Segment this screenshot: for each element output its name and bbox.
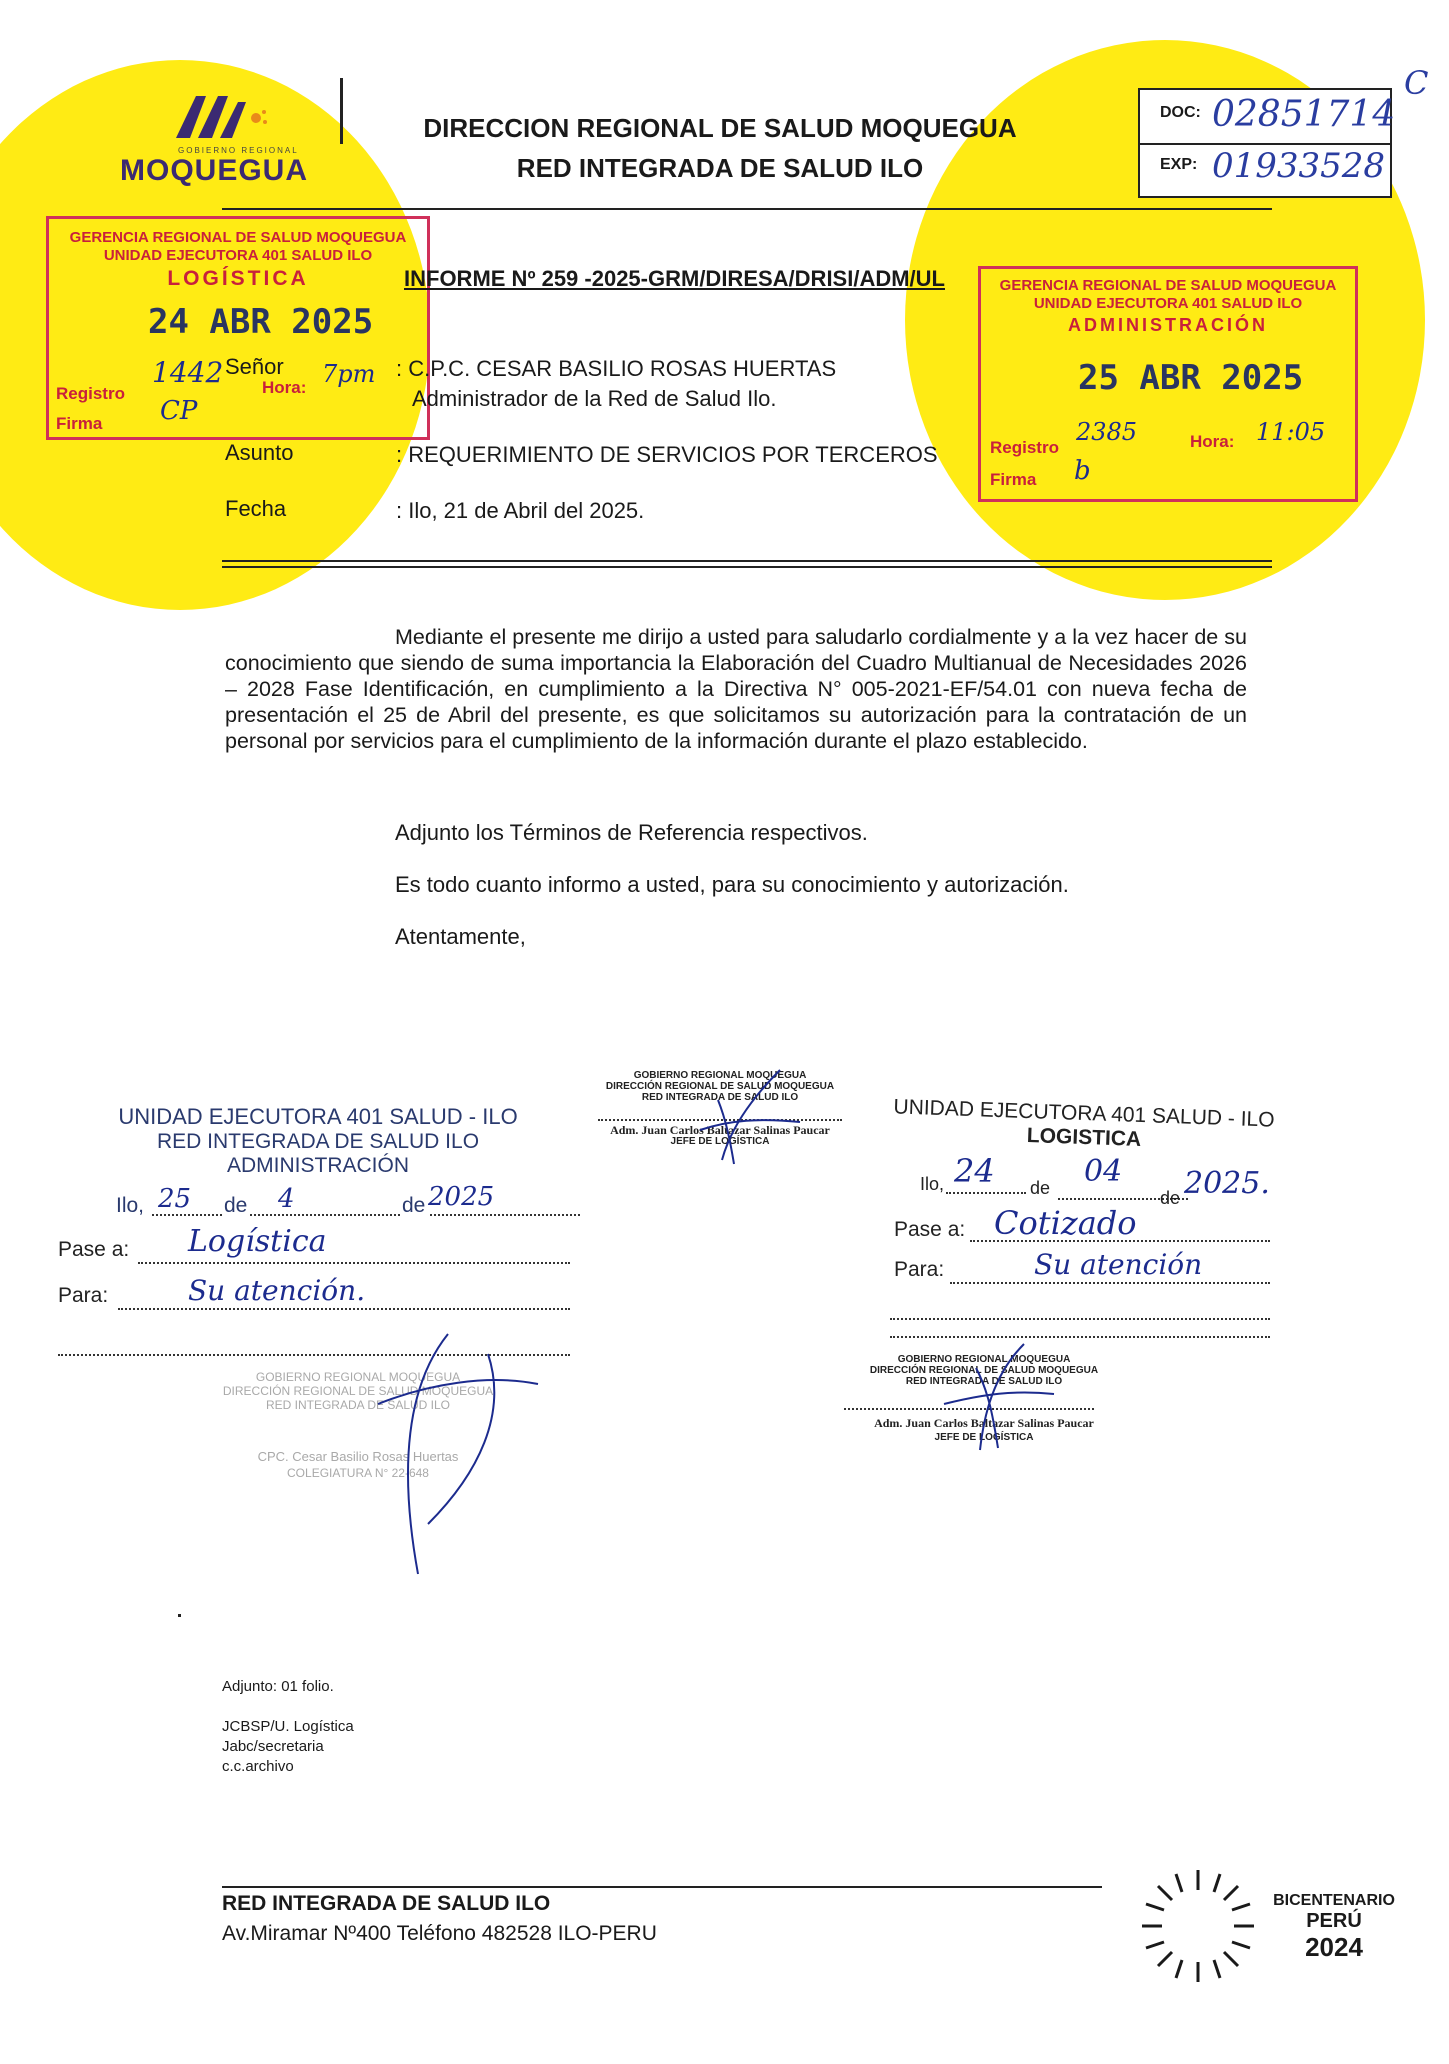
section-rule	[222, 560, 1272, 562]
admin-stamp-gray4: CPC. Cesar Basilio Rosas Huertas	[257, 1449, 459, 1464]
logistica-signature-scribble-icon	[924, 1334, 1064, 1454]
stamp-administracion-date: 25 ABR 2025	[1078, 358, 1304, 398]
admin-stamp-pase-value: Logística	[188, 1224, 327, 1259]
asunto-value: : REQUERIMIENTO DE SERVICIOS POR TERCEROS	[396, 442, 938, 467]
bicentenario-country: PERÚ	[1306, 1910, 1362, 1932]
signature-center-line3: RED INTEGRADA DE SALUD ILO	[641, 1092, 799, 1103]
bicentenario-emblem-icon	[1138, 1866, 1258, 1986]
stamp-administracion-line1: GERENCIA REGIONAL DE SALUD MOQUEGUA	[999, 277, 1337, 294]
stamp-administracion-registro-label: Registro	[990, 438, 1059, 457]
signature-center-line1: GOBIERNO REGIONAL MOQUEGUA	[633, 1070, 807, 1081]
admin-stamp-de2: de	[402, 1194, 426, 1217]
footer-address: Av.Miramar Nº400 Teléfono 482528 ILO-PERU	[222, 1922, 657, 1945]
exp-label: EXP:	[1160, 156, 1198, 173]
admin-stamp-gray5: COLEGIATURA N° 22-648	[287, 1466, 429, 1480]
admin-stamp-gray2: DIRECCIÓN REGIONAL DE SALUD MOQUEGUA	[222, 1384, 494, 1398]
stamp-administracion-area: ADMINISTRACIÓN	[1068, 315, 1268, 335]
fecha-value: : Ilo, 21 de Abril del 2025.	[396, 498, 645, 523]
stamp-logistica-firma-value: CP	[160, 396, 198, 426]
stamp-logistica-hora-value: 7pm	[322, 360, 376, 388]
admin-signature-scribble-icon	[338, 1324, 558, 1584]
signature-center-scribble-icon	[630, 1060, 830, 1170]
admin-stamp-para-label: Para:	[58, 1284, 109, 1307]
body-adjunto: Adjunto los Términos de Referencia respectivos.	[395, 820, 868, 845]
logistica-stamp-ilo-label: Ilo,	[920, 1174, 945, 1194]
stamp-administracion-line2: UNIDAD EJECUTORA 401 SALUD ILO	[1033, 295, 1303, 312]
stamp-logistica-hora-label: Hora:	[262, 378, 307, 397]
admin-stamp-month: 4	[278, 1184, 295, 1214]
admin-stamp-gray1: GOBIERNO REGIONAL MOQUEGUA	[255, 1370, 461, 1384]
fecha-label: Fecha	[225, 496, 287, 521]
stamp-logistica-line2: UNIDAD EJECUTORA 401 SALUD ILO	[103, 247, 373, 264]
header-line-1: DIRECCION REGIONAL DE SALUD MOQUEGUA	[423, 113, 1017, 143]
signature-center-line2: DIRECCIÓN REGIONAL DE SALUD MOQUEGUA	[605, 1081, 835, 1092]
footer-rule	[222, 1886, 1102, 1888]
admin-stamp-line3: ADMINISTRACIÓN	[226, 1154, 409, 1177]
signature-center-name: Adm. Juan Carlos Baltazar Salinas Paucar	[610, 1123, 830, 1137]
admin-stamp-line2: RED INTEGRADA DE SALUD ILO	[156, 1130, 480, 1153]
stamp-administracion-hora-value: 11:05	[1256, 418, 1326, 446]
header-line-2: RED INTEGRADA DE SALUD ILO	[516, 153, 924, 183]
logistica-stamp-de2: de	[1160, 1188, 1181, 1208]
stamp-logistica-line1: GERENCIA REGIONAL DE SALUD MOQUEGUA	[69, 229, 407, 246]
admin-stamp-gray3: RED INTEGRADA DE SALUD ILO	[265, 1398, 451, 1412]
section-rule-2	[222, 566, 1272, 568]
logistica-stamp-year: 2025.	[1184, 1166, 1270, 1201]
admin-stamp-para-value: Su atención.	[188, 1274, 366, 1307]
admin-stamp-ilo-label: Ilo,	[116, 1194, 145, 1217]
logistica-stamp-month: 04	[1084, 1154, 1123, 1189]
stamp-administracion-firma-value: b	[1074, 456, 1091, 486]
senor-label: Señor	[225, 354, 284, 379]
admin-stamp-line1: UNIDAD EJECUTORA 401 SALUD - ILO	[118, 1104, 518, 1129]
doc-exp-box	[1138, 88, 1396, 198]
annex-ref3: c.c.archivo	[222, 1758, 294, 1775]
asunto-label: Asunto	[225, 440, 294, 465]
senor-name: : C.P.C. CESAR BASILIO ROSAS HUERTAS	[396, 356, 837, 381]
stamp-logistica-firma-label: Firma	[56, 414, 103, 433]
stamp-administracion-registro-value: 2385	[1076, 418, 1138, 446]
logistica-stamp-line1: UNIDAD EJECUTORA 401 SALUD - ILO	[893, 1095, 1275, 1132]
stamp-logistica-area: LOGÍSTICA	[167, 267, 309, 290]
logistica-stamp-sig-line2: DIRECCIÓN REGIONAL DE SALUD MOQUEGUA	[869, 1365, 1099, 1376]
bicentenario-year: 2024	[1305, 1932, 1363, 1962]
logistica-stamp-pase-value: Cotizado	[994, 1204, 1137, 1242]
logo-name: MOQUEGUA	[120, 154, 308, 187]
stamp-logistica-registro-value: 1442	[152, 356, 224, 389]
stamp-logistica-date: 24 ABR 2025	[148, 302, 374, 342]
footer-org: RED INTEGRADA DE SALUD ILO	[222, 1892, 551, 1915]
admin-stamp	[58, 1104, 578, 1484]
logistica-stamp-sig-name: Adm. Juan Carlos Baltazar Salinas Paucar	[874, 1416, 1094, 1430]
stamp-administracion-hora-label: Hora:	[1190, 432, 1235, 451]
logistica-stamp-sig-line1: GOBIERNO REGIONAL MOQUEGUA	[897, 1354, 1071, 1365]
body-cierre: Es todo cuanto informo a usted, para su conocimiento y autorización.	[395, 872, 1069, 897]
logo-small-text: GOBIERNO REGIONAL	[178, 146, 299, 155]
doc-label: DOC:	[1160, 104, 1201, 121]
moquegua-logo	[120, 88, 320, 188]
annex-ref1: JCBSP/U. Logística	[222, 1718, 354, 1735]
admin-stamp-day: 25	[158, 1184, 192, 1214]
signature-center-role: JEFE DE LOGÍSTICA	[670, 1136, 770, 1147]
logistica-stamp-day: 24	[954, 1152, 995, 1190]
margin-dot	[178, 1614, 181, 1617]
body-saludo: Atentamente,	[395, 924, 526, 949]
logistica-stamp-sig-line3: RED INTEGRADA DE SALUD ILO	[905, 1376, 1063, 1387]
stamp-administracion-firma-label: Firma	[990, 470, 1037, 489]
header-rule	[222, 208, 1272, 210]
doc-value: 02851714	[1212, 94, 1396, 135]
admin-stamp-year: 2025	[428, 1182, 495, 1212]
exp-value: 01933528	[1212, 146, 1386, 186]
logistica-stamp-line2: LOGISTICA	[1026, 1124, 1142, 1151]
logistica-stamp	[869, 1095, 1284, 1472]
logistica-stamp-sig-role: JEFE DE LOGÍSTICA	[934, 1432, 1034, 1443]
signature-center	[590, 1070, 850, 1170]
logistica-stamp-pase-label: Pase a:	[894, 1218, 966, 1241]
informe-title: INFORME Nº 259 -2025-GRM/DIRESA/DRISI/ADM/UL	[404, 266, 945, 291]
stamp-logistica-registro-label: Registro	[56, 384, 125, 403]
annex-ref2: Jabc/secretaria	[222, 1738, 324, 1755]
admin-stamp-pase-label: Pase a:	[58, 1238, 130, 1261]
logistica-stamp-de1: de	[1030, 1178, 1051, 1198]
body-paragraph: Mediante el presente me dirijo a usted para saludarlo cordialmente y a la vez hacer de su conocimiento que siendo de suma importancia la Elaboración del Cuadro Multianual de Necesidades 2026 – 2028 Fase Identificación, en cumplimiento a la Directiva N° 005-2021-EF/54.01 con nueva fecha de presentación el 25 de Abril del presente, es que solicitamos su autorización para la contratación de un personal por servicios para el cumplimiento de la información durante el plazo establecido.	[225, 625, 1247, 753]
admin-stamp-de1: de	[224, 1194, 248, 1217]
annex-adjunto: Adjunto: 01 folio.	[222, 1678, 334, 1695]
logistica-stamp-para-value: Su atención	[1034, 1248, 1203, 1281]
doc-side-mark: C	[1404, 64, 1429, 102]
logistica-stamp-para-label: Para:	[894, 1258, 945, 1281]
bicentenario-label: BICENTENARIO	[1273, 1892, 1395, 1909]
moquegua-logo-icon	[168, 88, 278, 148]
senor-role: Administrador de la Red de Salud Ilo.	[412, 386, 777, 411]
